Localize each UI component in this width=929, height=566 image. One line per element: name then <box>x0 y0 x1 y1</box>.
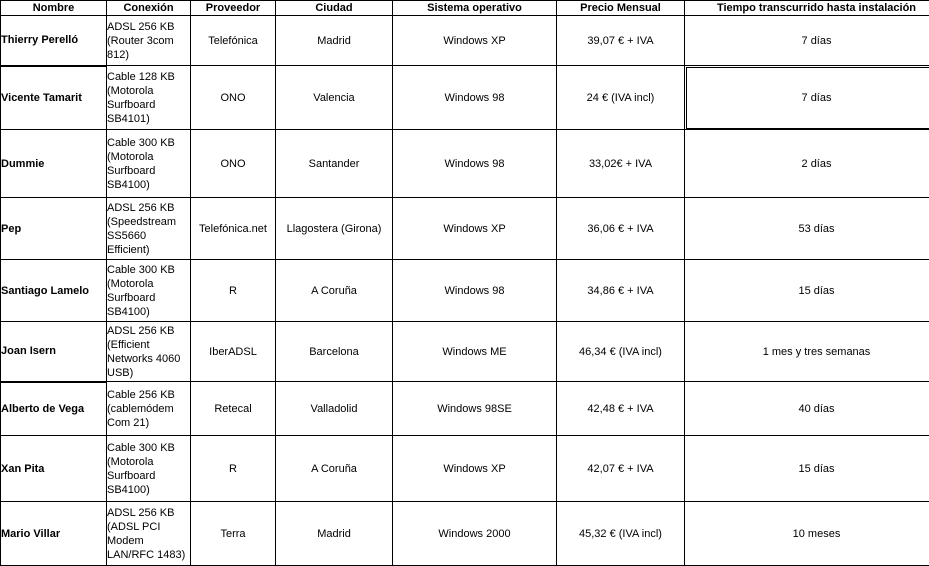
cell-tiempo-instalacion[interactable]: 10 meses <box>685 502 929 566</box>
cell-conexion-line: Cable 128 KB <box>107 70 175 83</box>
cell-nombre[interactable]: Vicente Tamarit <box>1 66 107 130</box>
cell-conexion-line: LAN/RFC 1483) <box>107 548 186 561</box>
table-row <box>1 260 929 322</box>
header-conexion[interactable]: Conexión <box>107 1 191 16</box>
cell-nombre[interactable]: Dummie <box>1 130 107 198</box>
cell-conexion-line: SB4100) <box>107 305 150 318</box>
cell-conexion-line: Cable 300 KB <box>107 263 175 276</box>
cell-tiempo-instalacion[interactable]: 7 días <box>685 66 929 130</box>
cell-conexion-line: (Speedstream <box>107 215 177 228</box>
cell-proveedor[interactable]: Telefónica <box>191 16 276 66</box>
header-ciudad[interactable]: Ciudad <box>276 1 393 16</box>
cell-nombre[interactable]: Pep <box>1 198 107 260</box>
cell-conexion[interactable] <box>107 130 191 198</box>
cell-proveedor[interactable]: IberADSL <box>191 322 276 382</box>
header-tiempo-instalacion[interactable]: Tiempo transcurrido hasta instalación <box>685 1 929 16</box>
cell-nombre[interactable]: Joan Isern <box>1 322 107 382</box>
cell-sistema-operativo[interactable]: Windows XP <box>393 198 557 260</box>
cell-tiempo-instalacion[interactable]: 1 mes y tres semanas <box>685 322 929 382</box>
cell-conexion-line: SS5660 <box>107 229 147 242</box>
cell-conexion[interactable] <box>107 198 191 260</box>
cell-precio-mensual[interactable]: 36,06 € + IVA <box>557 198 685 260</box>
cell-precio-mensual[interactable]: 46,34 € (IVA incl) <box>557 322 685 382</box>
table-row <box>1 502 929 566</box>
header-proveedor[interactable]: Proveedor <box>191 1 276 16</box>
cell-ciudad[interactable]: Madrid <box>276 502 393 566</box>
cell-proveedor[interactable]: R <box>191 260 276 322</box>
header-nombre[interactable]: Nombre <box>1 1 107 16</box>
cell-conexion[interactable] <box>107 66 191 130</box>
cell-precio-mensual[interactable]: 33,02€ + IVA <box>557 130 685 198</box>
cell-conexion-line: Modem <box>107 534 144 547</box>
cell-sistema-operativo[interactable]: Windows 98 <box>393 130 557 198</box>
cell-proveedor[interactable]: Terra <box>191 502 276 566</box>
table-body <box>1 16 929 566</box>
cell-precio-mensual[interactable]: 24 € (IVA incl) <box>557 66 685 130</box>
table-row <box>1 130 929 198</box>
cell-nombre[interactable]: Alberto de Vega <box>1 382 107 436</box>
cell-conexion-line: Efficient) <box>107 243 150 256</box>
cell-conexion-line: (Motorola <box>107 150 154 163</box>
cell-ciudad[interactable]: A Coruña <box>276 436 393 502</box>
cell-precio-mensual[interactable]: 42,48 € + IVA <box>557 382 685 436</box>
cell-conexion-line: Networks 4060 <box>107 352 181 365</box>
cell-conexion-line: ADSL 256 KB <box>107 20 175 33</box>
cell-conexion-line: (ADSL PCI <box>107 520 161 533</box>
cell-conexion-line: ADSL 256 KB <box>107 201 175 214</box>
cell-conexion-line: Cable 300 KB <box>107 441 175 454</box>
cell-conexion[interactable] <box>107 436 191 502</box>
cell-sistema-operativo[interactable]: Windows XP <box>393 436 557 502</box>
header-sistema-operativo[interactable]: Sistema operativo <box>393 1 557 16</box>
cell-sistema-operativo[interactable]: Windows 2000 <box>393 502 557 566</box>
cell-ciudad[interactable]: Barcelona <box>276 322 393 382</box>
cell-conexion-line: Surfboard <box>107 164 156 177</box>
cell-proveedor[interactable]: ONO <box>191 130 276 198</box>
cell-tiempo-instalacion[interactable]: 2 días <box>685 130 929 198</box>
cell-sistema-operativo[interactable]: Windows 98 <box>393 260 557 322</box>
cell-tiempo-instalacion[interactable]: 53 días <box>685 198 929 260</box>
cell-nombre[interactable]: Xan Pita <box>1 436 107 502</box>
cell-ciudad[interactable]: Valencia <box>276 66 393 130</box>
cell-proveedor[interactable]: Retecal <box>191 382 276 436</box>
cell-conexion[interactable] <box>107 322 191 382</box>
cell-conexion-line: Com 21) <box>107 416 150 429</box>
cell-conexion-line: (Motorola <box>107 277 154 290</box>
cell-proveedor[interactable]: R <box>191 436 276 502</box>
cell-conexion-line: ADSL 256 KB <box>107 506 175 519</box>
cell-conexion-line: (Motorola <box>107 455 154 468</box>
cell-conexion-line: Cable 256 KB <box>107 388 175 401</box>
cell-ciudad[interactable]: Madrid <box>276 16 393 66</box>
cell-ciudad[interactable]: Llagostera (Girona) <box>276 198 393 260</box>
cell-nombre[interactable]: Thierry Perelló <box>1 16 107 66</box>
cell-precio-mensual[interactable]: 42,07 € + IVA <box>557 436 685 502</box>
cell-proveedor[interactable]: Telefónica.net <box>191 198 276 260</box>
cell-conexion-line: 812) <box>107 48 130 61</box>
cell-conexion[interactable] <box>107 382 191 436</box>
cell-conexion-line: SB4100) <box>107 178 150 191</box>
cell-nombre[interactable]: Mario Villar <box>1 502 107 566</box>
table-row <box>1 436 929 502</box>
cell-conexion-line: SB4101) <box>107 112 150 125</box>
cell-ciudad[interactable]: Valladolid <box>276 382 393 436</box>
header-precio-mensual[interactable]: Precio Mensual <box>557 1 685 16</box>
table-row <box>1 66 929 130</box>
cell-sistema-operativo[interactable]: Windows 98SE <box>393 382 557 436</box>
cell-ciudad[interactable]: A Coruña <box>276 260 393 322</box>
cell-conexion-line: (cablemódem <box>107 402 174 415</box>
cell-proveedor[interactable]: ONO <box>191 66 276 130</box>
cell-tiempo-instalacion[interactable]: 15 días <box>685 436 929 502</box>
cell-conexion-line: Surfboard <box>107 291 156 304</box>
cell-conexion-line: (Motorola <box>107 84 154 97</box>
cell-precio-mensual[interactable]: 45,32 € (IVA incl) <box>557 502 685 566</box>
cell-tiempo-instalacion[interactable]: 15 días <box>685 260 929 322</box>
table-row <box>1 382 929 436</box>
cell-sistema-operativo[interactable]: Windows ME <box>393 322 557 382</box>
cell-precio-mensual[interactable]: 39,07 € + IVA <box>557 16 685 66</box>
cell-conexion-line: (Efficient <box>107 338 150 351</box>
cell-conexion-line: ADSL 256 KB <box>107 324 175 337</box>
cell-conexion-line: SB4100) <box>107 483 150 496</box>
cell-conexion[interactable] <box>107 260 191 322</box>
cell-conexion[interactable] <box>107 16 191 66</box>
cell-conexion-line: USB) <box>107 366 134 379</box>
table-row <box>1 198 929 260</box>
cell-precio-mensual[interactable]: 34,86 € + IVA <box>557 260 685 322</box>
cell-conexion[interactable] <box>107 502 191 566</box>
cell-sistema-operativo[interactable]: Windows 98 <box>393 66 557 130</box>
cell-conexion-line: (Router 3com <box>107 34 174 47</box>
cell-sistema-operativo[interactable]: Windows XP <box>393 16 557 66</box>
cell-conexion-line: Surfboard <box>107 98 156 111</box>
cell-tiempo-instalacion[interactable]: 7 días <box>685 16 929 66</box>
cell-ciudad[interactable]: Santander <box>276 130 393 198</box>
header-row <box>1 1 929 16</box>
table-row <box>1 16 929 66</box>
cell-conexion-line: Cable 300 KB <box>107 136 175 149</box>
table-row <box>1 322 929 382</box>
cell-tiempo-instalacion[interactable]: 40 días <box>685 382 929 436</box>
cell-conexion-line: Surfboard <box>107 469 156 482</box>
cell-nombre[interactable]: Santiago Lamelo <box>1 260 107 322</box>
